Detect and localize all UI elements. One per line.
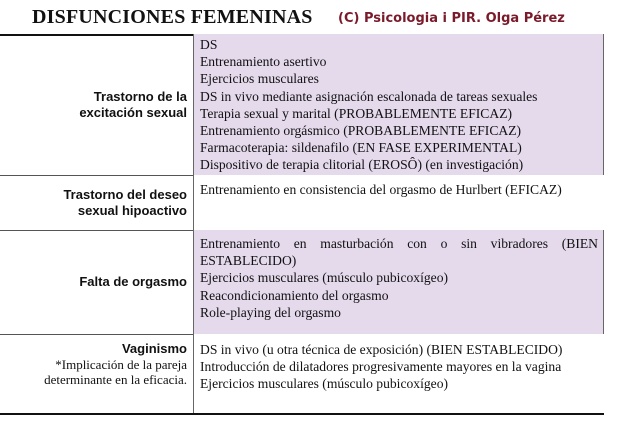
list-item: Ejercicios musculares (músculo pubicoxígeo)	[200, 270, 449, 286]
table-bottom-rule	[0, 413, 604, 415]
row-label-cell	[0, 175, 193, 230]
table-row-excitation	[0, 34, 604, 175]
list-item: Dispositivo de terapia clitorial (EROSÔ) (en investigación)	[200, 157, 524, 173]
list-item: Introducción de dilatadores progresivamente mayores en la vagina	[200, 359, 562, 375]
list-item: Entrenamiento orgásmico (PROBABLEMENTE EFICAZ)	[200, 123, 522, 139]
table-row-orgasm	[0, 230, 604, 334]
row-content-cell	[193, 34, 604, 175]
row-label: Trastorno del deseo sexual hipoactivo	[63, 186, 187, 218]
row-label: Trastorno de la excitación sexual	[79, 88, 187, 120]
row-content-cell	[193, 175, 604, 230]
page-title: DISFUNCIONES FEMENINAS	[32, 6, 313, 28]
row-note: *Implicación de la pareja determinante en la eficacia.	[44, 357, 187, 387]
row-content-cell	[193, 334, 604, 413]
row-label-cell	[0, 34, 193, 175]
treatment-table	[0, 34, 604, 413]
list-item: DS in vivo mediante asignación escalonada de tareas sexuales	[200, 88, 538, 104]
header	[0, 0, 639, 34]
list-item: Entrenamiento en consistencia del orgasmo de Hurlbert (EFICAZ)	[200, 182, 562, 197]
list-item: Reacondicionamiento del orgasmo	[200, 287, 389, 303]
row-label-cell	[0, 230, 193, 334]
list-item: Role-playing del orgasmo	[200, 304, 341, 320]
list-item: Ejercicios musculares (músculo pubicoxígeo)	[200, 376, 449, 392]
list-item: Terapia sexual y marital (PROBABLEMENTE EFICAZ)	[200, 105, 513, 121]
list-item: DS	[200, 37, 218, 52]
row-label-cell	[0, 334, 193, 413]
list-item: Entrenamiento en masturbación con o sin vibradores (BIEN ESTABLECIDO)	[200, 236, 598, 269]
list-item: Entrenamiento asertivo	[200, 54, 327, 70]
copyright-credit: (C) Psicologia i PIR. Olga Pérez	[338, 11, 565, 26]
list-item: DS in vivo (u otra técnica de exposición) (BIEN ESTABLECIDO)	[200, 342, 563, 357]
row-label: Falta de orgasmo	[79, 274, 187, 289]
row-content-cell	[193, 230, 604, 334]
list-item: Farmacoterapia: sildenafilo (EN FASE EXPERIMENTAL)	[200, 140, 522, 156]
list-item: Ejercicios musculares	[200, 71, 319, 87]
row-label: Vaginismo	[121, 341, 187, 356]
table-row-desire	[0, 175, 604, 230]
table-row-vaginismus	[0, 334, 604, 413]
